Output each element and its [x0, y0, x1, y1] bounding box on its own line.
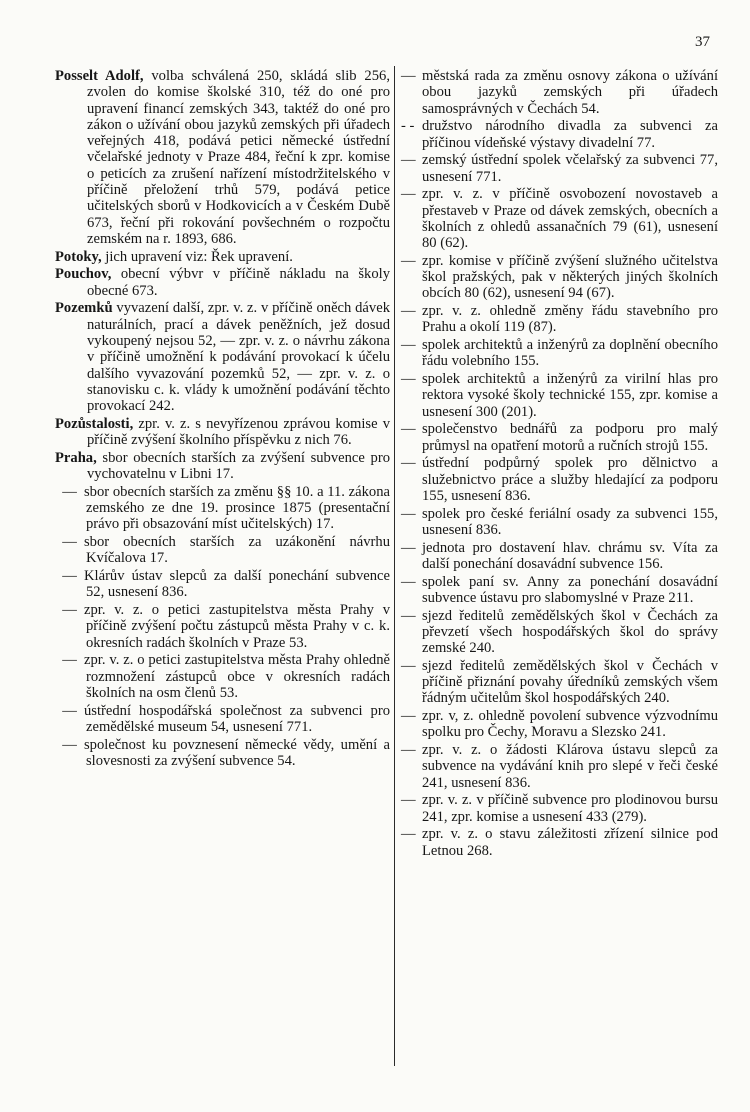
entry-text: spolek architektů a inženýrů za virilní hlas pro rektora vysoké školy technické 155, zpr. komise a usnesení 300 (201).: [422, 371, 718, 420]
entry-text: spolek paní sv. Anny za ponechání dosavádní subvence ústavu pro slabomyslné v Praze 211.: [422, 573, 718, 606]
entry-text: vyvazení další, zpr. v. z. v příčině oněch dávek naturálních, prací a dávek peněžních, jež dosud vykoupený nejsou 52, — zpr. v. z. o návrhu zákona v příčině umožnění k podávání provokací k účelu dalšího vyvazování pozemků 52, — zpr. v. z. o stanovisku c. k. vlády k umožnění podávání těchto provokací 242.: [87, 300, 390, 415]
entry-dash: —: [401, 152, 416, 169]
index-entry: [55, 450, 390, 483]
entry-dash: —: [401, 539, 416, 556]
entry-text: zpr. v. z. o petici zastupitelstva města Prahy v příčině zvýšení počtu zástupců města Prahy v c. k. okresních radách školních v Praze 53.: [84, 602, 390, 651]
entry-dash: —: [62, 702, 77, 719]
index-entry: [401, 253, 718, 302]
entry-heading: Pozůstalosti,: [55, 415, 134, 432]
entry-dash: —: [62, 602, 77, 619]
entry-text: společenstvo bednářů za podporu pro malý průmysl na opatření motorů a ručních strojů 155.: [422, 421, 718, 454]
entry-dash: —: [62, 736, 77, 753]
entry-dash: —: [62, 568, 77, 585]
index-entry: [401, 742, 718, 791]
entry-text: sbor obecních starších za zvýšení subvence pro vychovatelnu v Libni 17.: [87, 449, 390, 483]
entry-heading: Posselt Adolf,: [55, 68, 144, 84]
index-entry: [401, 506, 718, 539]
entry-dash: —: [401, 252, 416, 269]
left-column: [55, 68, 390, 771]
index-entry: [55, 416, 390, 449]
entry-text: družstvo národního divadla za subvenci za příčinou vídeňské výstavy divadelní 77.: [422, 118, 718, 151]
entry-heading: Potoky,: [55, 248, 102, 265]
index-entry: [401, 152, 718, 185]
index-entry: [401, 658, 718, 707]
entry-dash: —: [401, 303, 416, 320]
entry-text: sbor obecních starších za změnu §§ 10. a 11. zákona zemského ze dne 19. prosince 1875 (presentační právo při obsazování míst učitelských) 17.: [84, 483, 390, 533]
index-entry: [55, 652, 390, 701]
index-entry: [401, 337, 718, 370]
entry-text: Klárův ústav slepců za další ponechání subvence 52, usnesení 836.: [84, 568, 390, 601]
entry-text: sbor obecních starších za uzákonění návrhu Kvíčalova 17.: [84, 534, 390, 567]
entry-dash: —: [401, 455, 416, 472]
column-divider: [394, 66, 395, 1066]
index-entry: [401, 186, 718, 251]
entry-text: sjezd ředitelů zemědělských škol v Čechách v příčině přiznání povahy úředníků zemských všem řádným učitelům škol hospodářských 240.: [422, 657, 718, 707]
entry-heading: Praha,: [55, 449, 97, 466]
entry-text: jich upravení viz: Řek upravení.: [105, 248, 293, 265]
index-entry: [401, 608, 718, 657]
entry-text: zpr. v. z. ohledně změny řádu stavebního pro Prahu a okolí 119 (87).: [422, 303, 718, 336]
entry-heading: Pouchov,: [55, 266, 112, 283]
index-entry: [401, 118, 718, 151]
entry-text: zemský ústřední spolek včelařský za subvenci 77, usnesení 771.: [422, 152, 718, 185]
entry-dash: —: [401, 505, 416, 522]
right-column: [401, 68, 718, 860]
entry-dash: —: [401, 337, 416, 354]
entry-dash: —: [401, 708, 416, 725]
entry-dash: —: [62, 534, 77, 551]
entry-dash: —: [401, 607, 416, 624]
entry-heading: Pozemků: [55, 300, 113, 317]
index-entry: [55, 602, 390, 651]
index-entry: [55, 568, 390, 601]
entry-dash: —: [401, 186, 416, 203]
entry-text: zpr. v, z. ohledně povolení subvence výzvodnímu spolku pro Čechy, Moravu a Slezsko 241.: [422, 708, 718, 741]
entry-dash: —: [401, 421, 416, 438]
index-entry: [55, 737, 390, 770]
entry-text: sjezd ředitelů zemědělských škol v Čechách za převzetí všech hospodářských škol do správy zemské 240.: [422, 607, 718, 657]
entry-dash: —: [401, 742, 416, 759]
entry-text: společnost ku povznesení německé vědy, umění a slovesnosti za zvýšení subvence 54.: [84, 736, 390, 769]
entry-text: volba schválená 250, skládá slib 256, zvolen do komise školské 310, též do oné pro upravení financí zemských 343, taktéž do oné pro zákon o užívání obou jazyků zemských při úřadech veřejných 418, podává petici německé ústřední včelařské jednoty v Praze 484, řeční k zpr. komise o peticích za zrušení nařízení místodržitelského v příčině přeložení trhů 579, podává petice učitelských sborů v Hodkovicích a v Českém Dubě 673, řeční při rokování povšechném o rozpočtu zemském na r. 1893, 686.: [87, 68, 390, 247]
entry-dash: —: [401, 68, 416, 84]
entry-text: spolek pro české feriální osady za subvenci 155, usnesení 836.: [422, 505, 718, 538]
entry-dash: —: [62, 652, 77, 669]
entry-text: městská rada za změnu osnovy zákona o užívání obou jazyků zemských při úřadech samosprávných v Čechách 54.: [422, 68, 718, 117]
index-entry: [55, 68, 390, 247]
index-entry: [401, 708, 718, 741]
index-entry: [55, 266, 390, 299]
index-entry: [401, 303, 718, 336]
index-entry: [55, 300, 390, 414]
entry-text: zpr. v. z. v příčině osvobození novostaveb a přestaveb v Praze od dávek zemských, obecních a školních z ohledů assanačních 79 (61), usnesení 80 (62).: [422, 186, 718, 252]
entry-text: jednota pro dostavení hlav. chrámu sv. Víta za další ponechání dosavádní subvence 156.: [422, 539, 718, 572]
entry-text: ústřední podpůrný spolek pro dělnictvo a služebnictvo práce a služby hledající za podporu 155, usnesení 836.: [422, 455, 718, 504]
index-entry: [55, 703, 390, 736]
entry-dash: —: [401, 657, 416, 674]
entry-text: zpr. v. z. o žádosti Klárova ústavu slepců za subvence na vydávání knih pro slepé v řeči české 241, usnesení 836.: [422, 742, 718, 791]
entry-dash: —: [401, 792, 416, 809]
index-entry: [401, 421, 718, 454]
entry-text: zpr. v. z. s nevyřízenou zprávou komise v příčině zvýšení školního příspěvku z nich 76.: [87, 415, 390, 449]
entry-text: spolek architektů a inženýrů za doplnění obecního řádu volebního 155.: [422, 337, 718, 370]
index-entry: [401, 371, 718, 420]
index-entry: [401, 826, 718, 859]
entry-text: zpr. v. z. o stavu záležitosti zřízení silnice pod Letnou 268.: [422, 826, 718, 859]
index-entry: [401, 540, 718, 573]
entry-text: zpr. v. z. v příčině subvence pro plodinovou bursu 241, zpr. komise a usnesení 433 (279).: [422, 792, 718, 825]
index-entry: [55, 534, 390, 567]
entry-text: obecní výbvr v příčině nákladu na školy obecné 673.: [87, 266, 390, 299]
index-entry: [55, 249, 390, 265]
entry-dash: —: [62, 483, 77, 500]
entry-text: zpr. v. z. o petici zastupitelstva města Prahy ohledně rozmnožení zástupců obce v okresních radách školních na osm členů 53.: [84, 652, 390, 701]
index-entry: [401, 455, 718, 504]
index-entry: [401, 792, 718, 825]
entry-text: ústřední hospodářská společnost za subvenci pro zemědělské museum 54, usnesení 771.: [84, 702, 390, 735]
page-number: 37: [695, 34, 710, 50]
index-entry: [55, 484, 390, 533]
index-entry: [401, 68, 718, 117]
entry-dash: —: [401, 371, 416, 388]
entry-text: zpr. komise v příčině zvýšení služného učitelstva škol pražských, pak v některých jiných školních obcích 80 (62), usnesení 94 (67).: [422, 252, 718, 302]
entry-dash: - -: [401, 118, 415, 135]
entry-dash: —: [401, 573, 416, 590]
index-entry: [401, 574, 718, 607]
entry-dash: —: [401, 826, 416, 843]
